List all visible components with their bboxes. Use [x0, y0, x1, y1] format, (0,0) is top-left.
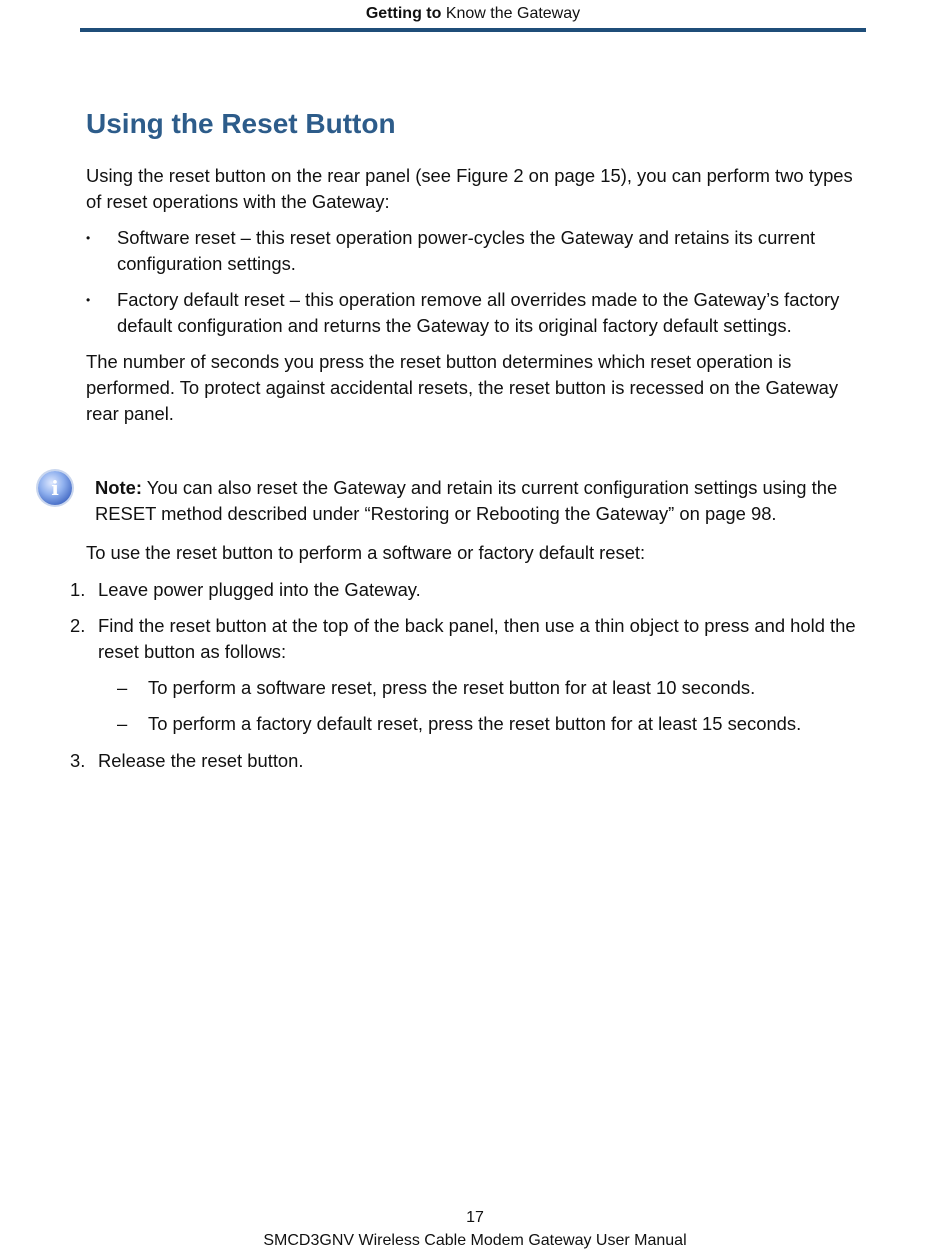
- intro-paragraph: Using the reset button on the rear panel (see Figure 2 on page 15), you can perform two types of reset operations with the Gateway:: [86, 165, 853, 212]
- running-header-bold: Getting to: [365, 5, 442, 22]
- section-title: Using the Reset Button: [86, 108, 396, 139]
- footer-manual-title: SMCD3GNV Wireless Cable Modem Gateway User Manual: [263, 1232, 687, 1249]
- page-number: 17: [466, 1209, 484, 1226]
- note-paragraph: [95, 475, 870, 527]
- step-text: Find the reset button at the top of the back panel, then use a thin object to press and hold the reset button as follows:: [98, 615, 856, 662]
- running-header-rest: Know the Gateway: [441, 5, 581, 22]
- substep-text: To perform a software reset, press the reset button for at least 10 seconds.: [148, 677, 756, 698]
- info-icon-glyph: i: [51, 476, 59, 500]
- dash-marker: –: [117, 713, 128, 734]
- note-label: Note:: [95, 477, 142, 498]
- substep-text: To perform a factory default reset, press the reset button for at least 15 seconds.: [148, 713, 802, 734]
- header-rule: [80, 28, 866, 32]
- running-header: [80, 4, 866, 24]
- step-text: Release the reset button.: [98, 750, 304, 771]
- bullet-text: Software reset – this reset operation power-cycles the Gateway and retains its current configuration settings.: [117, 227, 816, 274]
- bullet-item-software-reset: [86, 225, 866, 277]
- step-1: [70, 577, 860, 603]
- step-number: 3.: [70, 750, 86, 771]
- step-3: [70, 748, 860, 774]
- bullet-item-factory-reset: [86, 287, 866, 339]
- to-use-paragraph: To use the reset button to perform a software or factory default reset:: [86, 542, 646, 563]
- seconds-paragraph: The number of seconds you press the reset button determines which reset operation is performed. To protect against accidental resets, the reset button is recessed on the Gateway rear panel.: [86, 351, 839, 424]
- note-text: You can also reset the Gateway and retain its current configuration settings using the RESET method described under “Restoring or Rebooting the Gateway” on page 98.: [95, 477, 838, 524]
- bullet-marker: •: [86, 293, 91, 307]
- step-number: 2.: [70, 615, 86, 636]
- bullet-text: Factory default reset – this operation remove all overrides made to the Gateway’s factory default configuration and returns the Gateway to its original factory default settings.: [117, 289, 840, 336]
- step-2: [70, 613, 860, 665]
- info-icon: [38, 471, 72, 505]
- bullet-marker: •: [86, 231, 91, 245]
- step-number: 1.: [70, 579, 86, 600]
- substep-factory-reset: [117, 711, 857, 737]
- dash-marker: –: [117, 677, 128, 698]
- substep-software-reset: [117, 675, 857, 701]
- step-text: Leave power plugged into the Gateway.: [98, 579, 421, 600]
